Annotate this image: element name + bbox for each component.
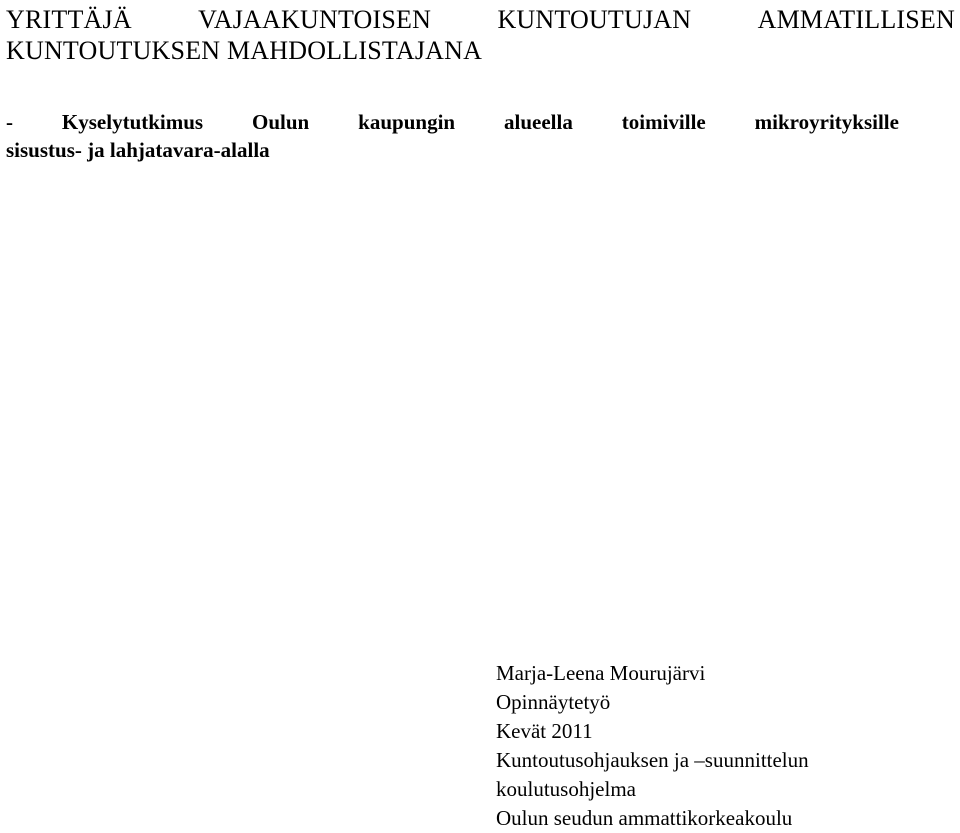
title-word: AMMATILLISEN (757, 5, 955, 34)
subtitle-word: Kyselytutkimus (61, 110, 204, 134)
school-name: Oulun seudun ammattikorkeakoulu (496, 806, 793, 830)
subtitle-word: toimiville (621, 110, 706, 134)
title-line-2: KUNTOUTUKSEN MAHDOLLISTAJANA (6, 36, 483, 65)
subtitle-line-1 (6, 108, 899, 136)
degree-program-line-2: koulutusohjelma (496, 777, 636, 801)
subtitle-word: alueella (504, 110, 573, 134)
subtitle-word: Oulun (252, 110, 310, 134)
title-line-1 (6, 4, 955, 35)
title-word: KUNTOUTUJAN (497, 5, 692, 34)
title-word: YRITTÄJÄ (6, 5, 132, 34)
subtitle-line-2: sisustus- ja lahjatavara-alalla (6, 138, 270, 162)
thesis-title (6, 4, 956, 66)
author-name: Marja-Leena Mourujärvi (496, 661, 706, 685)
title-word: VAJAAKUNTOISEN (198, 5, 432, 34)
subtitle-word: kaupungin (358, 110, 456, 134)
subtitle-word: mikroyrityksille (754, 110, 899, 134)
subtitle-word: - (6, 110, 13, 134)
degree-program-line-1: Kuntoutusohjauksen ja –suunnittelun (496, 748, 809, 772)
author-info-block (496, 659, 809, 833)
document-type: Opinnäytetyö (496, 690, 611, 714)
publication-date: Kevät 2011 (496, 719, 593, 743)
thesis-subtitle (6, 108, 906, 164)
